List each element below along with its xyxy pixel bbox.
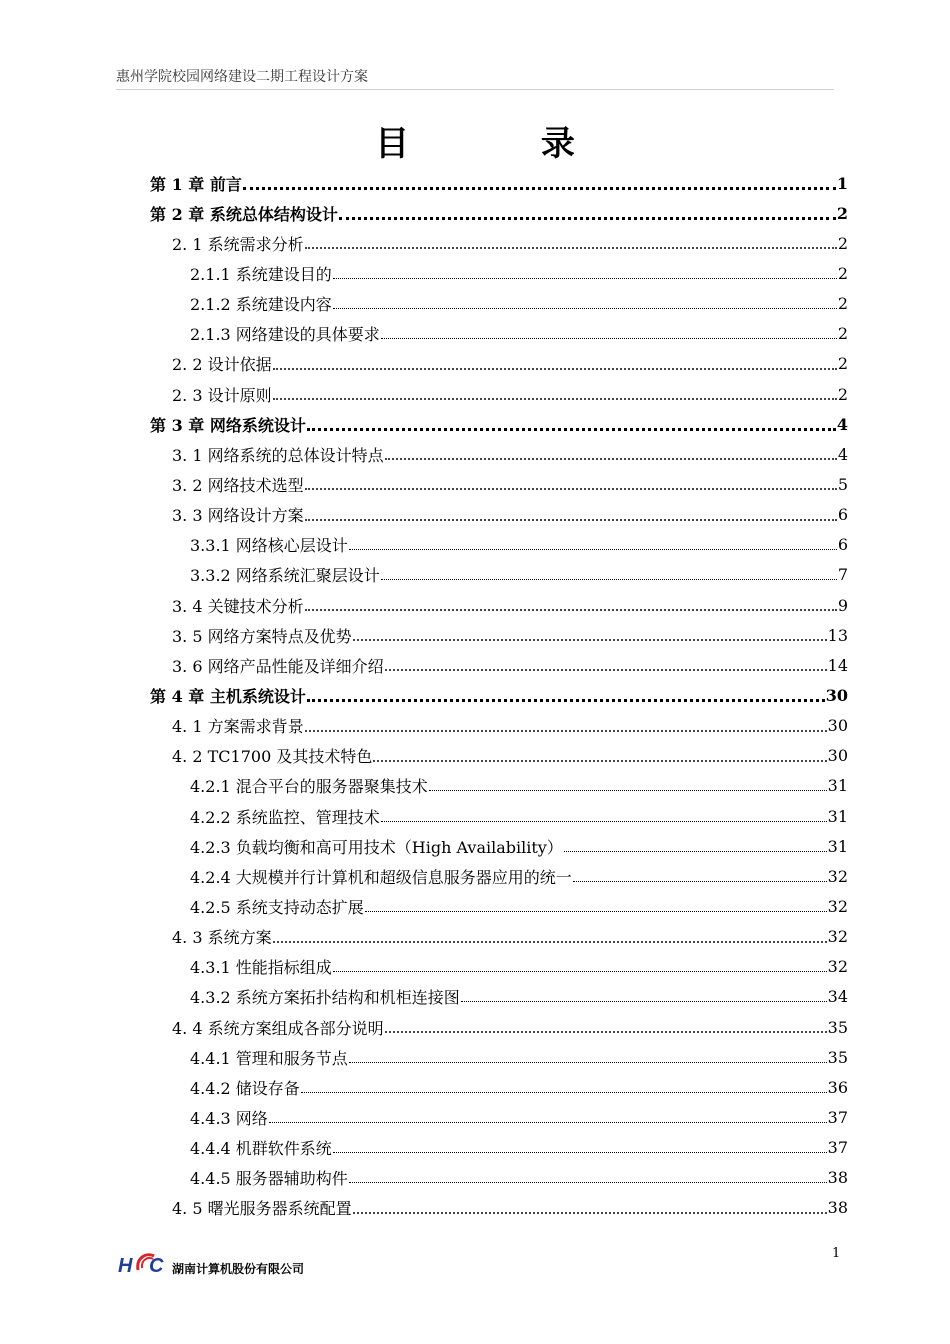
toc-entry-title: 4.2.3 负载均衡和高可用技术（High Availability） [190,837,563,857]
toc-leader-dots [353,639,827,641]
toc-entry[interactable] [150,258,848,288]
toc-entry-title: 4. 4 系统方案组成各部分说明 [172,1018,384,1038]
toc-entry-title: 4.4.4 机群软件系统 [190,1139,332,1159]
toc-entry-title: 3.3.1 网络核心层设计 [190,536,348,556]
toc-leader-dots [273,368,837,370]
toc-entry-page: 30 [827,716,848,736]
toc-entry-title: 3. 1 网络系统的总体设计特点 [172,445,384,465]
toc-entry-page: 31 [827,836,848,856]
toc-leader-dots [269,1122,827,1123]
toc-entry[interactable] [150,982,848,1012]
toc-entry-title: 4.4.3 网络 [190,1108,268,1128]
toc-entry[interactable] [150,1193,848,1223]
toc-entry[interactable] [150,409,848,439]
toc-leader-dots [385,1031,827,1033]
toc-entry-page: 13 [827,625,848,645]
toc-leader-dots [385,669,827,671]
toc-entry[interactable] [150,439,848,469]
toc-leader-dots [305,247,837,249]
toc-entry-title: 4.2.1 混合平台的服务器聚集技术 [190,777,428,797]
toc-entry[interactable] [150,1042,848,1072]
toc-leader-dots [381,579,837,580]
toc-entry[interactable] [150,771,848,801]
toc-entry[interactable] [150,831,848,861]
toc-entry-page: 32 [827,866,848,886]
toc-entry-page: 32 [827,927,848,947]
toc-leader-dots [273,941,827,943]
toc-entry-page: 37 [827,1107,848,1127]
toc-entry-page: 2 [837,354,848,374]
toc-entry-page: 30 [827,746,848,766]
toc-entry-page: 2 [837,294,848,314]
svg-text:C: C [149,1255,164,1277]
toc-entry-title: 3. 6 网络产品性能及详细介绍 [172,656,384,676]
toc-leader-dots [301,1092,827,1093]
toc-entry-page: 2 [836,203,848,223]
toc-entry-title: 4. 1 方案需求背景 [172,717,304,737]
toc-entry-page: 14 [827,655,848,675]
toc-entry[interactable] [150,168,848,198]
toc-entry-title: 4.2.4 大规模并行计算机和超级信息服务器应用的统一 [190,867,572,887]
toc-entry-title: 3. 4 关键技术分析 [172,596,304,616]
toc-entry-page: 2 [837,263,848,283]
toc-entry-page: 4 [837,444,848,464]
toc-entry[interactable] [150,590,848,620]
header-title: 惠州学院校园网络建设二期工程设计方案 [116,69,368,85]
toc-entry-page: 30 [825,685,848,705]
toc-entry-title: 第 2 章 系统总体结构设计 [150,204,338,224]
toc-entry-page: 6 [837,535,848,555]
toc-entry-page: 32 [827,896,848,916]
toc-entry-title: 2. 2 设计依据 [172,355,272,375]
toc-leader-dots [339,217,836,220]
toc-entry[interactable] [150,349,848,379]
toc-entry[interactable] [150,1102,848,1132]
toc-entry-page: 36 [827,1077,848,1097]
toc-leader-dots [381,821,827,822]
toc-leader-dots [353,1212,827,1214]
toc-entry[interactable] [150,198,848,228]
toc-leader-dots [365,911,827,912]
toc-entry-page: 35 [827,1017,848,1037]
toc-entry-title: 2. 1 系统需求分析 [172,234,304,254]
toc-leader-dots [273,398,837,400]
toc-entry-title: 4.2.2 系统监控、管理技术 [190,807,380,827]
toc-leader-dots [564,851,827,852]
svg-text:H: H [118,1255,133,1277]
toc-leader-dots [307,699,825,702]
toc-leader-dots [305,519,837,521]
toc-entry-title: 4.3.2 系统方案拓扑结构和机柜连接图 [190,988,460,1008]
toc-entry-title: 第 1 章 前言 [150,174,242,194]
toc-leader-dots [243,187,836,190]
toc-entry-title: 第 4 章 主机系统设计 [150,686,306,706]
toc-leader-dots [305,488,837,490]
toc-entry-title: 4. 3 系统方案 [172,928,272,948]
toc-leader-dots [373,760,826,762]
toc-entry[interactable] [150,530,848,560]
table-of-contents [150,168,848,1223]
toc-entry-page: 31 [827,806,848,826]
toc-entry-page: 2 [837,384,848,404]
footer-company: 湖南计算机股份有限公司 [172,1262,305,1276]
toc-entry[interactable] [150,741,848,771]
toc-entry[interactable] [150,680,848,710]
toc-entry[interactable] [150,469,848,499]
toc-entry-title: 3. 2 网络技术选型 [172,475,304,495]
toc-entry-title: 3. 3 网络设计方案 [172,506,304,526]
toc-entry-title: 2. 3 设计原则 [172,385,272,405]
toc-entry[interactable] [150,922,848,952]
toc-entry-page: 38 [827,1168,848,1188]
toc-entry[interactable] [150,379,848,409]
toc-entry-page: 1 [836,173,848,193]
toc-leader-dots [461,1001,827,1002]
toc-leader-dots [333,308,837,309]
toc-leader-dots [305,609,837,611]
toc-entry-page: 5 [837,474,848,494]
toc-leader-dots [333,1152,827,1153]
toc-entry[interactable] [150,891,848,921]
page-number: 1 [832,1246,841,1261]
toc-entry-page: 31 [827,776,848,796]
toc-leader-dots [349,549,837,550]
toc-entry-title: 2.1.2 系统建设内容 [190,295,332,315]
toc-entry-page: 4 [836,414,848,434]
toc-entry-title: 4. 2 TC1700 及其技术特色 [172,747,373,767]
toc-entry-page: 9 [837,595,848,615]
hcc-logo-icon [116,1244,168,1278]
toc-leader-dots [305,730,827,732]
toc-leader-dots [381,338,837,339]
toc-entry-page: 37 [827,1138,848,1158]
toc-leader-dots [429,790,827,791]
toc-entry-page: 38 [827,1198,848,1218]
toc-leader-dots [307,428,836,431]
toc-entry-title: 4.3.1 性能指标组成 [190,958,332,978]
toc-entry[interactable] [150,650,848,680]
toc-leader-dots [573,881,827,882]
toc-entry-title: 第 3 章 网络系统设计 [150,415,306,435]
toc-leader-dots [385,458,837,460]
toc-entry-title: 4.2.5 系统支持动态扩展 [190,897,364,917]
toc-title: 目 录 [375,124,635,164]
toc-entry-page: 32 [827,957,848,977]
toc-leader-dots [333,971,827,972]
toc-entry[interactable] [150,289,848,319]
toc-entry[interactable] [150,952,848,982]
toc-entry[interactable] [150,1012,848,1042]
toc-entry[interactable] [150,711,848,741]
toc-entry[interactable] [150,500,848,530]
toc-entry-title: 2.1.1 系统建设目的 [190,264,332,284]
toc-entry-title: 4.4.2 储设存备 [190,1078,300,1098]
toc-entry-title: 3. 5 网络方案特点及优势 [172,626,352,646]
toc-entry[interactable] [150,1072,848,1102]
header-divider [116,89,834,90]
toc-entry[interactable] [150,319,848,349]
toc-entry-page: 34 [827,987,848,1007]
toc-leader-dots [333,278,837,279]
toc-entry[interactable] [150,861,848,891]
toc-entry-page: 35 [827,1047,848,1067]
toc-entry-page: 2 [837,233,848,253]
toc-entry-page: 2 [837,324,848,344]
toc-entry[interactable] [150,1163,848,1193]
toc-entry[interactable] [150,801,848,831]
toc-entry-title: 4.4.5 服务器辅助构件 [190,1169,348,1189]
toc-entry-title: 3.3.2 网络系统汇聚层设计 [190,566,380,586]
toc-entry[interactable] [150,228,848,258]
toc-entry[interactable] [150,560,848,590]
toc-entry-title: 4. 5 曙光服务器系统配置 [172,1199,352,1219]
toc-leader-dots [349,1182,827,1183]
toc-entry-title: 2.1.3 网络建设的具体要求 [190,325,380,345]
toc-entry-title: 4.4.1 管理和服务节点 [190,1048,348,1068]
toc-entry[interactable] [150,1133,848,1163]
toc-leader-dots [349,1062,827,1063]
toc-entry-page: 7 [837,565,848,585]
toc-entry-page: 6 [837,505,848,525]
toc-entry[interactable] [150,620,848,650]
